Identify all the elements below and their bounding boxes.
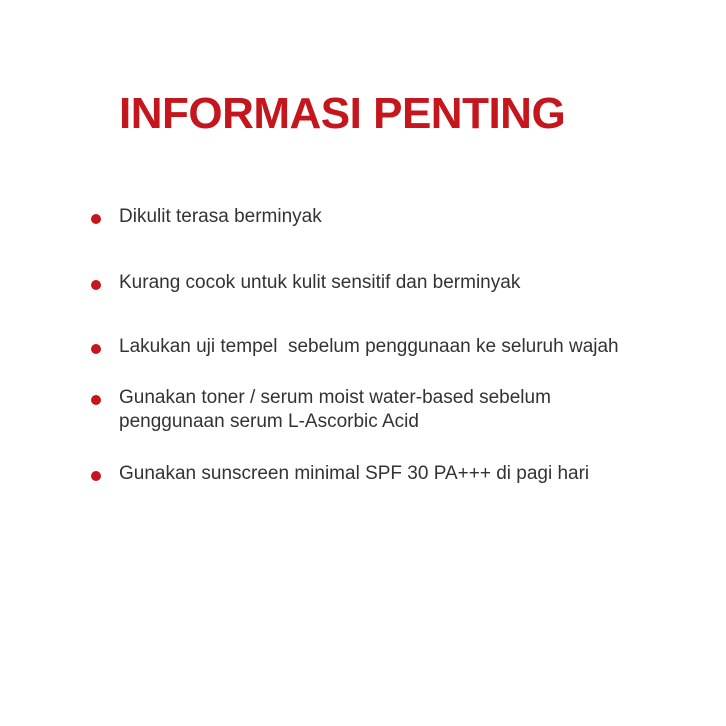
list-item-text: Gunakan toner / serum moist water-based sebelum penggunaan serum L-Ascorbic Acid [119,387,551,432]
list-item-text: Dikulit terasa berminyak [119,206,322,227]
list-item-text: Lakukan uji tempel sebelum penggunaan ke seluruh wajah [119,336,619,357]
bullet-dot-icon [91,214,101,224]
page-title: INFORMASI PENTING [119,89,566,138]
bullet-dot-icon [91,344,101,354]
bullet-dot-icon [91,280,101,290]
list-item-text: Kurang cocok untuk kulit sensitif dan berminyak [119,272,521,293]
bullet-dot-icon [91,471,101,481]
bullet-dot-icon [91,395,101,405]
list-item-text: Gunakan sunscreen minimal SPF 30 PA+++ di pagi hari [119,463,590,484]
